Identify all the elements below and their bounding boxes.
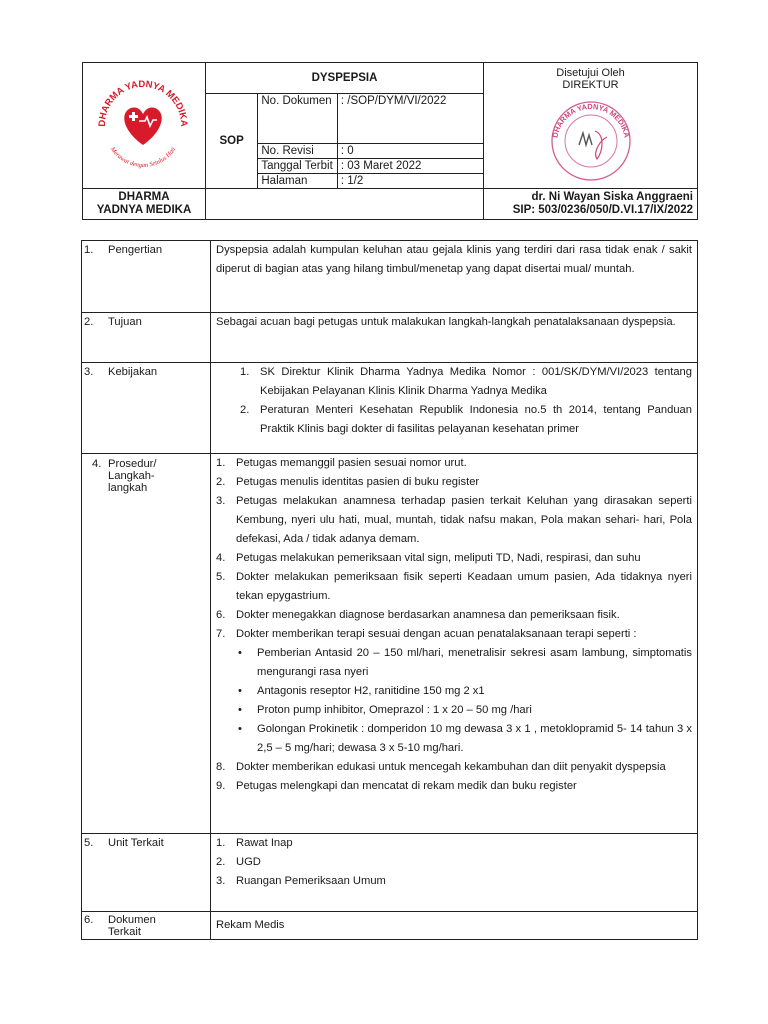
step-number: 1. (216, 457, 226, 469)
row-prosedur (82, 454, 698, 834)
step-number: 2. (216, 476, 226, 488)
step-text: Dokter memberikan edukasi untuk mencegah kekambuhan dan diit penyakit dyspepsia (236, 761, 666, 773)
section-label-cell (82, 241, 211, 313)
step-item (216, 454, 692, 473)
field-value-no-dokumen: : /SOP/DYM/VI/2022 (337, 94, 483, 144)
content-table (81, 240, 698, 940)
step-item (216, 777, 692, 796)
org-name-cell (83, 189, 206, 220)
step-number: 6. (216, 609, 226, 621)
document-title: DYSPEPSIA (205, 63, 483, 94)
step-item (216, 625, 692, 644)
field-value-no-revisi: : 0 (337, 144, 483, 159)
section-number: 2. (84, 316, 94, 328)
item-number: 1. (240, 366, 250, 378)
section-label-line1: Prosedur/ (108, 458, 157, 470)
step-item (216, 568, 692, 606)
section-content (211, 454, 698, 834)
tujuan-text: Sebagai acuan bagi petugas untuk malakukan langkah-langkah penatalaksanaan dyspepsia. (216, 316, 676, 328)
list-item (216, 853, 692, 872)
item-number: 1. (216, 837, 226, 849)
step-item (216, 492, 692, 549)
bullet-item (216, 720, 692, 758)
step-text: Petugas melengkapi dan mencatat di rekam medik dan buku register (236, 780, 577, 792)
step-number: 8. (216, 761, 226, 773)
section-label: Kebijakan (108, 366, 158, 378)
section-label: Pengertian (108, 244, 163, 256)
field-label-tanggal-terbit: Tanggal Terbit (258, 159, 338, 174)
section-content (211, 912, 698, 940)
unit-list (216, 834, 692, 891)
step-number: 3. (216, 495, 226, 507)
section-label-cell (82, 454, 211, 834)
logo-text: DHARMA YADNYA MEDIKA (96, 78, 190, 127)
org-line2: YADNYA MEDIKA (96, 204, 192, 216)
prosedur-steps (216, 454, 692, 644)
bullet-text: Pemberian Antasid 20 – 150 ml/hari, menetralisir sekresi asam lambung, simptomatis mengurangi rasa nyeri (257, 647, 692, 678)
approval-cell (484, 63, 698, 189)
section-label-line3: langkah (108, 482, 148, 494)
list-item (216, 363, 692, 401)
signer-cell (484, 189, 698, 220)
prosedur-steps-after (216, 758, 692, 796)
section-content (211, 241, 698, 313)
step-item (216, 473, 692, 492)
signer-name: dr. Ni Wayan Siska Anggraeni (531, 191, 693, 203)
bullet-icon: • (238, 723, 242, 735)
section-label-line2: Terkait (108, 926, 141, 938)
logo-tagline: Merawat dengan Setulus Hati (108, 145, 178, 170)
item-text: Peraturan Menteri Kesehatan Republik Indonesia no.5 th 2014, tentang Panduan Praktik Klinis bagi dokter di fasilitas pelayanan kesehatan primer (260, 404, 692, 435)
approval-line2: DIREKTUR (562, 79, 619, 91)
step-number: 5. (216, 571, 226, 583)
field-value-halaman: : 1/2 (337, 174, 483, 189)
step-text: Dokter menegakkan diagnose berdasarkan anamnesa dan pemeriksaan fisik. (236, 609, 620, 621)
org-line1: DHARMA (118, 191, 170, 203)
section-label-cell (82, 834, 211, 912)
list-item (216, 872, 692, 891)
step-text: Petugas menulis identitas pasien di buku register (236, 476, 480, 488)
bullet-text: Antagonis reseptor H2, ranitidine 150 mg 2 x1 (257, 685, 485, 697)
header-table (82, 62, 698, 220)
section-label-line1: Dokumen (108, 914, 156, 926)
section-label-cell (82, 912, 211, 940)
item-number: 3. (216, 875, 226, 887)
section-number: 3. (84, 366, 94, 378)
row-kebijakan (82, 363, 698, 454)
section-number: 1. (84, 244, 94, 256)
section-label-cell (82, 313, 211, 363)
section-number: 5. (84, 837, 94, 849)
section-content (211, 363, 698, 454)
dokumen-text: Rekam Medis (216, 919, 285, 931)
item-text: UGD (236, 856, 261, 868)
step-item (216, 606, 692, 625)
section-label-line2: Langkah- (108, 470, 155, 482)
row-unit-terkait (82, 834, 698, 912)
bullet-item (216, 644, 692, 682)
step-number: 7. (216, 628, 226, 640)
step-text: Petugas melakukan pemeriksaan vital sign, meliputi TD, Nadi, respirasi, dan suhu (236, 552, 641, 564)
section-label-cell (82, 363, 211, 454)
bullet-text: Golongan Prokinetik : domperidon 10 mg dewasa 3 x 1 , metoklopramid 5- 14 tahun 3 x 2,5 – 5 mg/hari; dewasa 3 x 5-10 mg/hari. (257, 723, 692, 754)
section-label: Unit Terkait (108, 837, 164, 849)
bullet-icon: • (238, 685, 242, 697)
step-number: 9. (216, 780, 226, 792)
svg-text:DHARMA YADNYA MEDIKA: DHARMA YADNYA MEDIKA (549, 101, 632, 139)
step-text: Petugas memanggil pasien sesuai nomor urut. (236, 457, 467, 469)
bullet-text: Proton pump inhibitor, Omeprazol : 1 x 20 – 50 mg /hari (257, 704, 532, 716)
step-text: Dokter melakukan pemeriksaan fisik seperti Keadaan umum pasien, Ada tidaknya nyeri tekan epygastrium. (236, 571, 692, 602)
bullet-icon: • (238, 704, 242, 716)
approval-line1: Disetujui Oleh (556, 67, 625, 79)
item-number: 2. (240, 404, 250, 416)
section-number: 6. (84, 914, 94, 926)
step-item (216, 758, 692, 777)
item-number: 2. (216, 856, 226, 868)
list-item (216, 401, 692, 439)
sop-label: SOP (205, 94, 257, 189)
clinic-logo (83, 63, 203, 181)
item-text: SK Direktur Klinik Dharma Yadnya Medika Nomor : 001/SK/DYM/VI/2023 tentang Kebijakan Pelayanan Klinis Klinik Dharma Yadnya Medika (260, 366, 692, 397)
field-label-no-dokumen: No. Dokumen (258, 94, 338, 144)
signer-sip: SIP: 503/0236/050/D.VI.17/IX/2022 (512, 204, 693, 216)
bullet-item (216, 701, 692, 720)
item-text: Rawat Inap (236, 837, 293, 849)
row-dokumen-terkait (82, 912, 698, 940)
therapy-bullets (216, 644, 692, 758)
bullet-item (216, 682, 692, 701)
clinic-stamp (543, 93, 639, 185)
field-value-tanggal-terbit: : 03 Maret 2022 (337, 159, 483, 174)
svg-text:Merawat dengan Setulus Hati (108, 145, 177, 169)
logo-cell (83, 63, 206, 189)
pengertian-text: Dyspepsia adalah kumpulan keluhan atau gejala klinis yang terdiri dari rasa tidak enak / sakit diperut di bagian atas yang hilang timbul/menetap yang dapat disertai mual/ muntah. (216, 244, 692, 275)
section-content (211, 313, 698, 363)
step-number: 4. (216, 552, 226, 564)
step-text: Dokter memberikan terapi sesuai dengan acuan penatalaksanaan terapi seperti : (236, 628, 637, 640)
section-label: Tujuan (108, 316, 142, 328)
kebijakan-list (216, 363, 692, 439)
section-content (211, 834, 698, 912)
bullet-icon: • (238, 647, 242, 659)
step-item (216, 549, 692, 568)
field-label-no-revisi: No. Revisi (258, 144, 338, 159)
row-pengertian (82, 241, 698, 313)
field-label-halaman: Halaman (258, 174, 338, 189)
list-item (216, 834, 692, 853)
item-text: Ruangan Pemeriksaan Umum (236, 875, 386, 887)
blank-cell (205, 189, 483, 220)
row-tujuan (82, 313, 698, 363)
step-text: Petugas melakukan anamnesa terhadap pasien terkait Keluhan yang dirasakan seperti Kembung, nyeri ulu hati, mual, muntah, tidak nafsu makan, Pola makan sehari- hari, Pola defekasi, Ada / tidak adanya demam. (236, 495, 692, 545)
section-number: 4. (92, 458, 102, 470)
